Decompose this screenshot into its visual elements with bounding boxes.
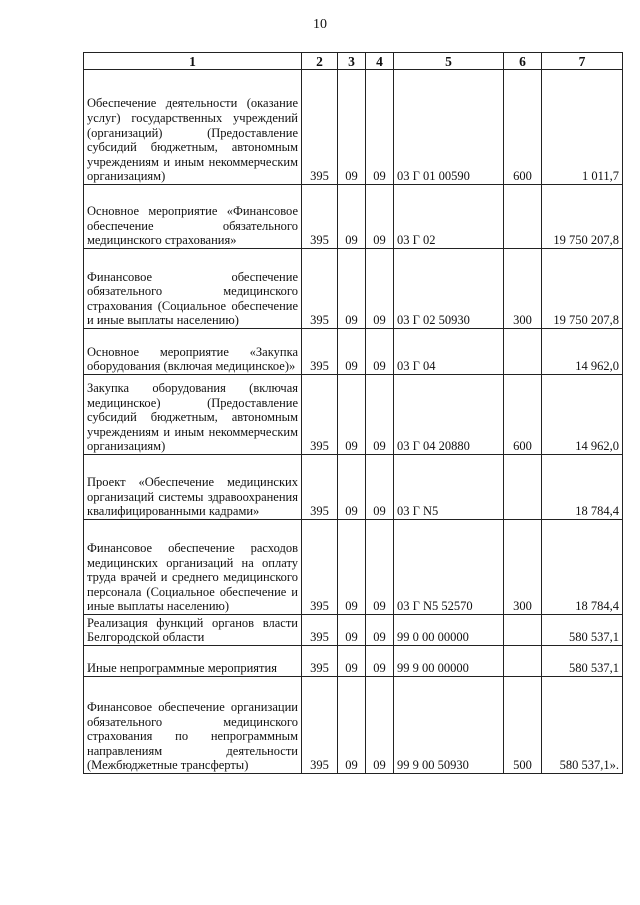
row-code-cell: 395 bbox=[302, 520, 338, 615]
table-row bbox=[84, 249, 623, 329]
row-name-cell: Проект «Обеспечение медицинских организаций системы здравоохранения квалифицированными кадрами» bbox=[84, 455, 302, 520]
row-type-cell bbox=[504, 185, 542, 249]
table-header-row bbox=[84, 53, 623, 70]
table-row bbox=[84, 677, 623, 774]
row-code-cell: 395 bbox=[302, 249, 338, 329]
row-name-cell: Основное мероприятие «Закупка оборудования (включая медицинское)» bbox=[84, 329, 302, 375]
row-code-cell: 395 bbox=[302, 375, 338, 455]
row-type-cell: 600 bbox=[504, 70, 542, 185]
row-section-cell: 09 bbox=[338, 70, 366, 185]
row-amount-cell: 580 537,1 bbox=[542, 615, 623, 646]
row-name-cell: Финансовое обеспечение обязательного медицинского страхования (Социальное обеспечение и иные выплаты населению) bbox=[84, 249, 302, 329]
row-name-cell: Основное мероприятие «Финансовое обеспечение обязательного медицинского страхования» bbox=[84, 185, 302, 249]
table-row bbox=[84, 455, 623, 520]
row-amount-cell: 1 011,7 bbox=[542, 70, 623, 185]
row-amount-cell: 14 962,0 bbox=[542, 329, 623, 375]
row-type-cell: 300 bbox=[504, 520, 542, 615]
header-col-6: 6 bbox=[504, 53, 542, 70]
row-amount-cell: 580 537,1». bbox=[542, 677, 623, 774]
row-name-cell: Финансовое обеспечение расходов медицинских организаций на оплату труда врачей и среднего медицинского персонала (Социальное обеспечение и иные выплаты населению) bbox=[84, 520, 302, 615]
header-col-1: 1 bbox=[84, 53, 302, 70]
row-type-cell bbox=[504, 455, 542, 520]
row-target-cell: 03 Г 02 bbox=[394, 185, 504, 249]
header-col-2: 2 bbox=[302, 53, 338, 70]
row-subsection-cell: 09 bbox=[366, 520, 394, 615]
row-code-cell: 395 bbox=[302, 185, 338, 249]
row-section-cell: 09 bbox=[338, 520, 366, 615]
row-code-cell: 395 bbox=[302, 615, 338, 646]
row-target-cell: 03 Г 04 20880 bbox=[394, 375, 504, 455]
row-code-cell: 395 bbox=[302, 646, 338, 677]
row-target-cell: 03 Г 04 bbox=[394, 329, 504, 375]
header-col-3: 3 bbox=[338, 53, 366, 70]
row-subsection-cell: 09 bbox=[366, 455, 394, 520]
row-target-cell: 03 Г N5 52570 bbox=[394, 520, 504, 615]
row-section-cell: 09 bbox=[338, 375, 366, 455]
row-subsection-cell: 09 bbox=[366, 646, 394, 677]
row-subsection-cell: 09 bbox=[366, 70, 394, 185]
row-section-cell: 09 bbox=[338, 455, 366, 520]
row-subsection-cell: 09 bbox=[366, 375, 394, 455]
row-section-cell: 09 bbox=[338, 249, 366, 329]
row-amount-cell: 19 750 207,8 bbox=[542, 185, 623, 249]
table-row bbox=[84, 185, 623, 249]
row-code-cell: 395 bbox=[302, 677, 338, 774]
row-amount-cell: 19 750 207,8 bbox=[542, 249, 623, 329]
row-type-cell bbox=[504, 329, 542, 375]
table-row bbox=[84, 646, 623, 677]
row-type-cell: 300 bbox=[504, 249, 542, 329]
row-type-cell bbox=[504, 646, 542, 677]
header-col-5: 5 bbox=[394, 53, 504, 70]
table-row bbox=[84, 375, 623, 455]
row-subsection-cell: 09 bbox=[366, 249, 394, 329]
row-code-cell: 395 bbox=[302, 455, 338, 520]
row-target-cell: 03 Г 01 00590 bbox=[394, 70, 504, 185]
row-name-cell: Иные непрограммные мероприятия bbox=[84, 646, 302, 677]
table-row bbox=[84, 615, 623, 646]
row-code-cell: 395 bbox=[302, 329, 338, 375]
row-name-cell: Финансовое обеспечение организации обязательного медицинского страхования по непрограммным направлениям деятельности (Межбюджетные трансферты) bbox=[84, 677, 302, 774]
row-name-cell: Обеспечение деятельности (оказание услуг) государственных учреждений (организаций) (Предоставление субсидий бюджетным, автономным учреждениям и иным некоммерческим организациям) bbox=[84, 70, 302, 185]
row-subsection-cell: 09 bbox=[366, 677, 394, 774]
row-name-cell: Закупка оборудования (включая медицинское) (Предоставление субсидий бюджетным, автономным учреждениям и иным некоммерческим организациям) bbox=[84, 375, 302, 455]
row-amount-cell: 580 537,1 bbox=[542, 646, 623, 677]
budget-table bbox=[83, 52, 623, 774]
row-type-cell: 500 bbox=[504, 677, 542, 774]
table-row bbox=[84, 329, 623, 375]
page-number: 10 bbox=[313, 17, 327, 32]
table-row bbox=[84, 520, 623, 615]
header-col-7: 7 bbox=[542, 53, 623, 70]
row-amount-cell: 14 962,0 bbox=[542, 375, 623, 455]
header-col-4: 4 bbox=[366, 53, 394, 70]
row-code-cell: 395 bbox=[302, 70, 338, 185]
row-type-cell bbox=[504, 615, 542, 646]
row-target-cell: 99 9 00 50930 bbox=[394, 677, 504, 774]
row-target-cell: 99 0 00 00000 bbox=[394, 615, 504, 646]
row-amount-cell: 18 784,4 bbox=[542, 455, 623, 520]
row-section-cell: 09 bbox=[338, 677, 366, 774]
row-subsection-cell: 09 bbox=[366, 615, 394, 646]
row-section-cell: 09 bbox=[338, 329, 366, 375]
row-amount-cell: 18 784,4 bbox=[542, 520, 623, 615]
row-section-cell: 09 bbox=[338, 185, 366, 249]
row-section-cell: 09 bbox=[338, 646, 366, 677]
table-row bbox=[84, 70, 623, 185]
row-subsection-cell: 09 bbox=[366, 329, 394, 375]
row-type-cell: 600 bbox=[504, 375, 542, 455]
row-name-cell: Реализация функций органов власти Белгородской области bbox=[84, 615, 302, 646]
row-subsection-cell: 09 bbox=[366, 185, 394, 249]
row-target-cell: 03 Г 02 50930 bbox=[394, 249, 504, 329]
row-target-cell: 99 9 00 00000 bbox=[394, 646, 504, 677]
row-section-cell: 09 bbox=[338, 615, 366, 646]
row-target-cell: 03 Г N5 bbox=[394, 455, 504, 520]
